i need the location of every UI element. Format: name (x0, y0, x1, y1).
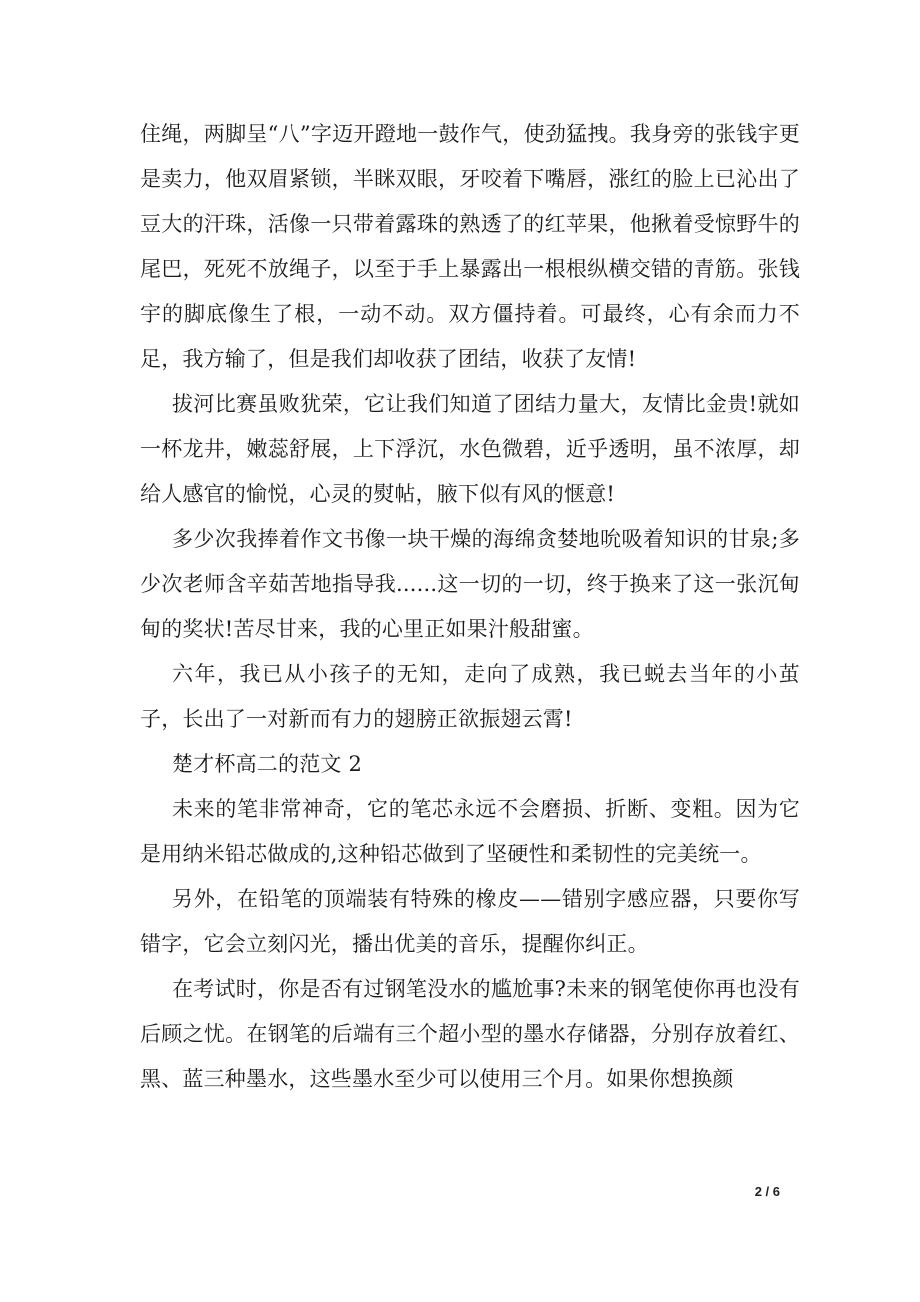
paragraph-7: 另外，在铅笔的顶端装有特殊的橡皮——错别字感应器，只要你写错字，它会立刻闪光，播出优美的音乐，提醒你纠正。 (140, 887, 800, 956)
paragraph-4: 六年，我已从小孩子的无知，走向了成熟，我已蜕去当年的小茧子，长出了一对新而有力的翅膀正欲振翅云霄! (140, 662, 800, 731)
paragraph-6: 未来的笔非常神奇，它的笔芯永远不会磨损、折断、变粗。因为它是用纳米铅芯做成的,这种铅芯做到了坚硬性和柔韧性的完美统一。 (140, 797, 800, 866)
paragraph-3: 多少次我捧着作文书像一块干燥的海绵贪婪地吮吸着知识的甘泉;多少次老师含辛茹苦地指导我......这一切的一切，终于换来了这一张沉甸甸的奖状!苦尽甘来，我的心里正如果汁般甜蜜。 (140, 527, 800, 641)
section-heading: 楚才杯高二的范文 2 (172, 752, 363, 776)
paragraph-8: 在考试时，你是否有过钢笔没水的尴尬事?未来的钢笔使你再也没有后顾之忧。在钢笔的后端有三个超小型的墨水存储器，分别存放着红、黑、蓝三种墨水，这些墨水至少可以使用三个月。如果你想换颜 (140, 977, 800, 1091)
paragraph-1: 住绳，两脚呈“八”字迈开蹬地一鼓作气，使劲猛拽。我身旁的张钱宇更是卖力，他双眉紧锁，半眯双眼，牙咬着下嘴唇，涨红的脸上已沁出了豆大的汗珠，活像一只带着露珠的熟透了的红苹果，他揪着受惊野牛的尾巴，死死不放绳子，以至于手上暴露出一根根纵横交错的青筋。张钱宇的脚底像生了根，一动不动。双方僵持着。可最终，心有余而力不足，我方输了，但是我们却收获了团结，收获了友情! (140, 122, 800, 371)
paragraph-2: 拔河比赛虽败犹荣，它让我们知道了团结力量大，友情比金贵!就如一杯龙井，嫩蕊舒展，上下浮沉，水色微碧，近乎透明，虽不浓厚，却给人感官的愉悦，心灵的熨帖，腋下似有风的惬意! (140, 392, 800, 506)
page-number: 2 / 6 (754, 1184, 780, 1199)
page-content (140, 112, 800, 1102)
